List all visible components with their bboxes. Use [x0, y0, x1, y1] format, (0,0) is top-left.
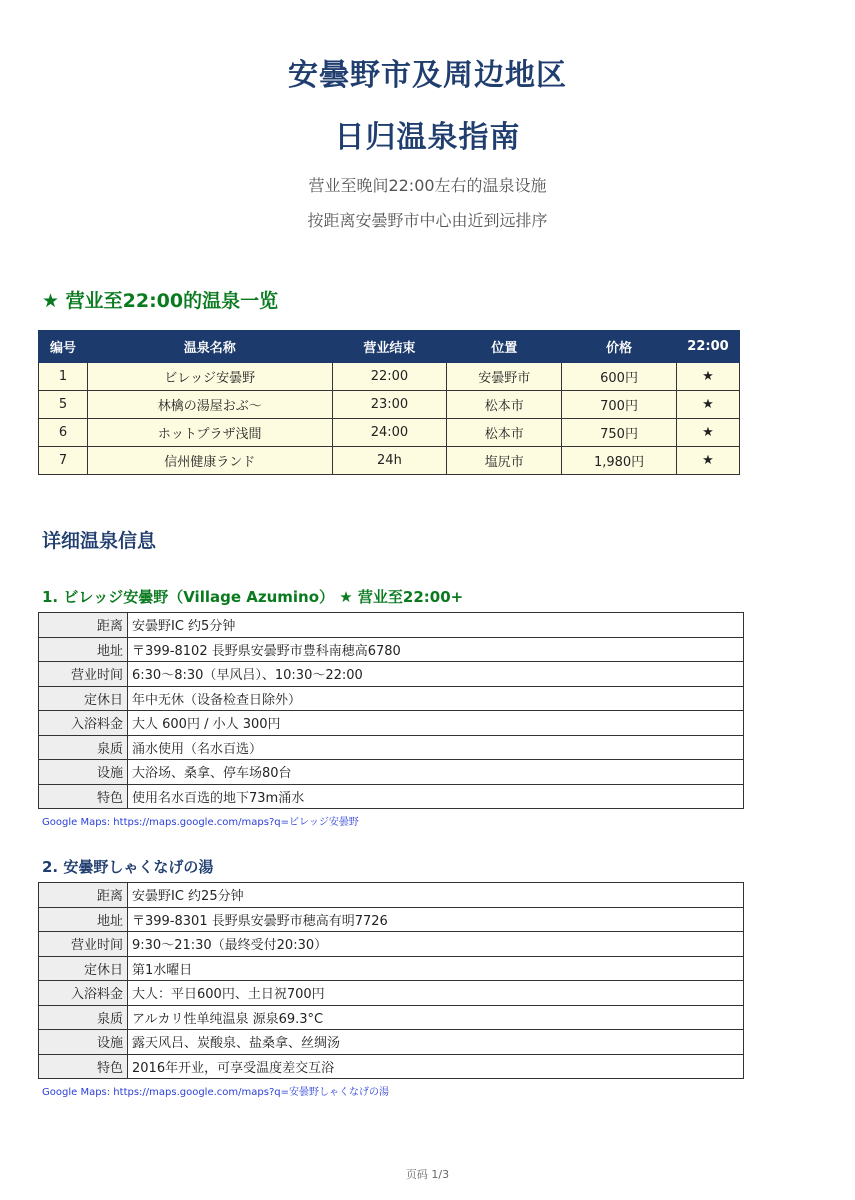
spot1-map-link[interactable]: Google Maps: https://maps.google.com/maps?q=ビレッジ安曇野: [42, 817, 359, 828]
detail-row: [39, 932, 744, 957]
detail-label: 设施: [39, 1030, 128, 1055]
cell-price: 700円: [562, 391, 677, 419]
cell-price: 750円: [562, 419, 677, 447]
details-heading: 详细温泉信息: [42, 530, 157, 552]
detail-value: 大人 600円 / 小人 300円: [128, 711, 744, 736]
detail-value: 大浴场、桑拿、停车场80台: [128, 760, 744, 785]
detail-row: [39, 981, 744, 1006]
detail-row: [39, 1030, 744, 1055]
detail-row: [39, 711, 744, 736]
detail-label: 入浴料金: [39, 711, 128, 736]
star-icon: ★: [676, 363, 739, 391]
summary-table: [38, 330, 740, 475]
spot1-detail-table: [38, 612, 744, 809]
cell-number: 7: [39, 447, 88, 475]
star-icon: ★: [676, 391, 739, 419]
cell-location: 安曇野市: [447, 363, 562, 391]
cell-close-time: 24h: [332, 447, 447, 475]
detail-label: 地址: [39, 637, 128, 662]
detail-row: [39, 686, 744, 711]
detail-value: 9:30〜21:30（最终受付20:30）: [128, 932, 744, 957]
detail-label: 营业时间: [39, 662, 128, 687]
detail-label: 距离: [39, 883, 128, 908]
subtitle-line2: 按距离安曇野市中心由近到远排序: [307, 211, 548, 230]
detail-value: 安曇野IC 约25分钟: [128, 883, 744, 908]
cell-number: 1: [39, 363, 88, 391]
detail-row: [39, 1005, 744, 1030]
detail-value: 〒399-8102 長野県安曇野市豊科南穂高6780: [128, 637, 744, 662]
spot1-title-name: 1. ビレッジ安曇野（Village Azumino）: [42, 588, 335, 606]
cell-location: 松本市: [447, 391, 562, 419]
detail-label: 距离: [39, 613, 128, 638]
detail-value: 第1水曜日: [128, 956, 744, 981]
spot2-detail-table: [38, 882, 744, 1079]
subtitle-line1: 营业至晚间22:00左右的温泉设施: [308, 176, 547, 195]
detail-value: 年中无休（设备检查日除外）: [128, 686, 744, 711]
cell-name: 林檎の湯屋おぶ〜: [87, 391, 332, 419]
table-row: [39, 447, 740, 475]
detail-label: 特色: [39, 784, 128, 809]
detail-value: 大人：平日600円、土日祝700円: [128, 981, 744, 1006]
detail-label: 泉质: [39, 735, 128, 760]
detail-row: [39, 1054, 744, 1079]
detail-row: [39, 907, 744, 932]
cell-close-time: 22:00: [332, 363, 447, 391]
detail-value: 露天风吕、炭酸泉、盐桑拿、丝绸汤: [128, 1030, 744, 1055]
detail-row: [39, 637, 744, 662]
detail-value: 〒399-8301 長野県安曇野市穂高有明7726: [128, 907, 744, 932]
page-title-line2: 日归温泉指南: [334, 120, 521, 155]
col-header-2200: 22:00: [676, 331, 739, 363]
detail-row: [39, 883, 744, 908]
detail-row: [39, 662, 744, 687]
col-header-price: 价格: [562, 331, 677, 363]
cell-location: 塩尻市: [447, 447, 562, 475]
detail-value: 2016年开业，可享受温度差交互浴: [128, 1054, 744, 1079]
detail-row: [39, 735, 744, 760]
detail-row: [39, 956, 744, 981]
table-row: [39, 363, 740, 391]
col-header-name: 温泉名称: [87, 331, 332, 363]
detail-label: 入浴料金: [39, 981, 128, 1006]
cell-close-time: 24:00: [332, 419, 447, 447]
detail-label: 特色: [39, 1054, 128, 1079]
detail-row: [39, 784, 744, 809]
table-row: [39, 419, 740, 447]
col-header-number: 编号: [39, 331, 88, 363]
detail-label: 设施: [39, 760, 128, 785]
spot2-map-link[interactable]: Google Maps: https://maps.google.com/maps?q=安曇野しゃくなげの湯: [42, 1087, 389, 1098]
detail-row: [39, 760, 744, 785]
spot1-title-badge: ★ 营业至22:00+: [339, 588, 464, 606]
cell-name: 信州健康ランド: [87, 447, 332, 475]
col-header-close-time: 营业结束: [332, 331, 447, 363]
cell-number: 5: [39, 391, 88, 419]
detail-value: 6:30〜8:30（早风吕）、10:30〜22:00: [128, 662, 744, 687]
star-icon: ★: [676, 419, 739, 447]
cell-name: ビレッジ安曇野: [87, 363, 332, 391]
summary-header-row: [39, 331, 740, 363]
cell-name: ホットプラザ浅間: [87, 419, 332, 447]
detail-label: 定休日: [39, 956, 128, 981]
detail-value: アルカリ性单纯温泉 源泉69.3°C: [128, 1005, 744, 1030]
detail-label: 泉质: [39, 1005, 128, 1030]
detail-label: 定休日: [39, 686, 128, 711]
detail-value: 涌水使用（名水百选）: [128, 735, 744, 760]
detail-row: [39, 613, 744, 638]
star-icon: ★: [676, 447, 739, 475]
cell-close-time: 23:00: [332, 391, 447, 419]
detail-value: 使用名水百选的地下73m涌水: [128, 784, 744, 809]
table-row: [39, 391, 740, 419]
page-title-line1: 安曇野市及周边地区: [288, 58, 567, 93]
col-header-location: 位置: [447, 331, 562, 363]
detail-label: 营业时间: [39, 932, 128, 957]
cell-number: 6: [39, 419, 88, 447]
detail-label: 地址: [39, 907, 128, 932]
spot2-title: 2. 安曇野しゃくなげの湯: [42, 858, 214, 876]
cell-price: 600円: [562, 363, 677, 391]
cell-location: 松本市: [447, 419, 562, 447]
summary-heading: ★ 营业至22:00的温泉一览: [42, 290, 279, 312]
page-number: 页码 1/3: [405, 1168, 450, 1181]
detail-value: 安曇野IC 约5分钟: [128, 613, 744, 638]
cell-price: 1,980円: [562, 447, 677, 475]
spot1-title: [42, 586, 463, 607]
